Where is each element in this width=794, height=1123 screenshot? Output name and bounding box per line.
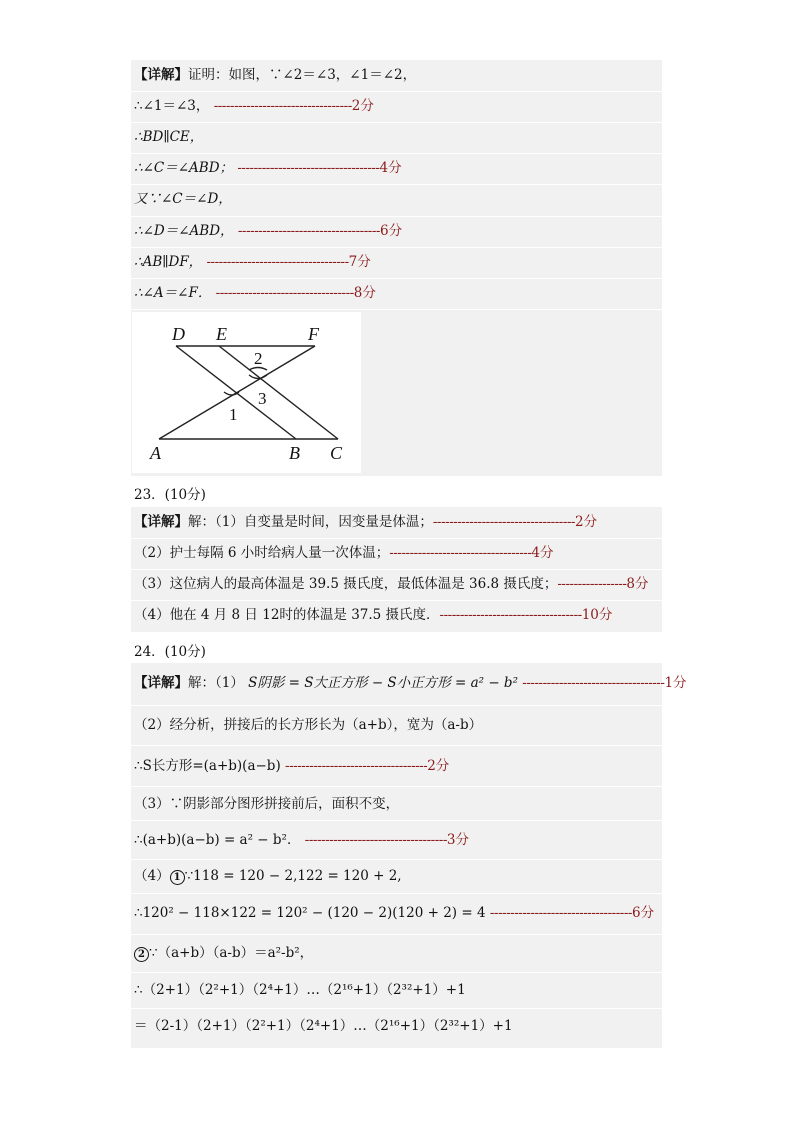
score-leader: ----------------------------------- <box>237 223 380 239</box>
q24-line-4 <box>134 789 399 820</box>
label-D: D <box>172 324 185 344</box>
line-text: 证明：如图，∵∠2＝∠3，∠1＝∠2， <box>188 67 417 83</box>
score-points: 2分 <box>351 98 374 114</box>
q24-line-8 <box>134 938 313 969</box>
score-points: 4分 <box>531 545 554 561</box>
line-text: （4）他在 4 月 8 日 12时的体温是 37.5 摄氏度． <box>134 607 440 623</box>
divider <box>131 859 662 860</box>
line-text: 解：（1） <box>188 675 244 691</box>
q24-heading: 24．(10分) <box>134 644 206 660</box>
q22-line-4 <box>134 153 402 184</box>
formula-calculation: ∴120² − 118×122 = 120² − (120 − 2)(120 + 2) = 4 <box>134 905 486 921</box>
q23-line-3 <box>134 569 649 600</box>
score-points: 8分 <box>626 576 649 592</box>
divider <box>131 893 662 894</box>
q23-line-4 <box>134 600 612 631</box>
score-leader: ----------------------------------- <box>285 758 428 774</box>
score-points: 6分 <box>631 905 655 921</box>
q23-line-1 <box>134 507 597 538</box>
label-F: F <box>308 324 319 344</box>
formula-product-expression: ∴（2+1）（2²+1）（2⁴+1）…（2¹⁶+1）（2³²+1）+1 <box>134 982 466 998</box>
q22-line-6 <box>134 216 402 247</box>
geometry-figure <box>132 312 361 473</box>
circled-number-1: 1 <box>170 870 185 885</box>
q22-line-5 <box>134 184 232 215</box>
q22-line-7 <box>134 247 371 278</box>
q24-line-10 <box>134 1011 513 1042</box>
score-leader: ---------------------------------- <box>215 285 354 301</box>
q24-line-3 <box>134 751 449 782</box>
q22-line-3 <box>134 122 203 153</box>
divider <box>131 745 662 746</box>
score-points: 6分 <box>379 223 403 239</box>
line-text: ∴BD∥CE， <box>134 129 204 145</box>
line-text: （3）这位病人的最高体温是 39.5 摄氏度，最低体温是 36.8 摄氏度； <box>134 576 558 592</box>
score-leader: ----------------------------------- <box>522 675 665 691</box>
line-text: ∴∠D＝∠ABD， <box>134 223 234 239</box>
formula-rectangle-area: ∴S长方形=(a+b)(a−b) <box>134 758 281 774</box>
q24-line-7 <box>134 898 654 929</box>
line-text: （3）∵阴影部分图形拼接前后，面积不变， <box>134 796 400 812</box>
divider <box>131 820 662 821</box>
score-leader: ----------------------------------- <box>304 832 447 848</box>
score-points: 2分 <box>427 758 450 774</box>
detail-label: 【详解】 <box>134 514 188 530</box>
score-leader: ----------------- <box>557 576 627 592</box>
q24-line-2 <box>134 710 482 741</box>
line-text: ∴∠1＝∠3， <box>134 98 210 114</box>
divider <box>131 122 662 123</box>
divider <box>131 934 662 935</box>
q24-line-1 <box>134 668 687 699</box>
formula-area-difference: S阴影 = S大正方形 − S小正方形 = a² − b² <box>248 675 518 691</box>
line-text: ∴AB∥DF， <box>134 254 203 270</box>
line-text: （4） <box>134 868 170 884</box>
score-points: 7分 <box>348 254 371 270</box>
label-2: 2 <box>254 349 263 368</box>
q22-line-8 <box>134 278 376 309</box>
formula-product-rewrite: ＝（2-1）（2+1）（2²+1）（2⁴+1）…（2¹⁶+1）（2³²+1）+1 <box>134 1018 513 1034</box>
q23-heading: 23．(10分) <box>134 487 206 503</box>
q22-line-2 <box>134 91 374 122</box>
q24-line-6 <box>134 861 402 892</box>
score-leader: ----------------------------------- <box>439 607 582 623</box>
line-text: （2）护士每隔 6 小时给病人量一次体温； <box>134 545 390 561</box>
score-leader: ----------------------------------- <box>489 905 632 921</box>
score-leader: ----------------------------------- <box>237 160 380 176</box>
score-points: 3分 <box>446 832 470 848</box>
line-text: 又∵∠C＝∠D， <box>134 191 232 207</box>
score-points: 1分 <box>664 675 687 691</box>
divider <box>131 705 662 706</box>
line-text: ∴∠A＝∠F． <box>134 285 212 301</box>
divider <box>131 786 662 787</box>
formula-difference-of-squares: ∴(a+b)(a−b) = a² − b²． <box>134 832 301 848</box>
q23-line-2 <box>134 538 554 569</box>
score-leader: ----------------------------------- <box>389 545 532 561</box>
line-text: ∴∠C＝∠ABD； <box>134 160 234 176</box>
score-points: 2分 <box>575 514 598 530</box>
score-leader: ----------------------------------- <box>432 514 575 530</box>
formula-decomposition: ∵118 = 120 − 2,122 = 120 + 2, <box>184 868 402 884</box>
score-points: 10分 <box>581 607 613 623</box>
label-A: A <box>150 443 161 463</box>
label-C: C <box>330 443 343 463</box>
score-points: 8分 <box>353 285 376 301</box>
label-E: E <box>216 324 227 344</box>
divider <box>131 309 662 310</box>
detail-label: 【详解】 <box>134 675 188 691</box>
divider <box>131 1008 662 1009</box>
q22-line-1 <box>134 60 416 91</box>
line-text: （2）经分析，拼接后的长方形长为（a+b），宽为（a-b） <box>134 717 483 733</box>
line-text: 解：（1）自变量是时间，因变量是体温； <box>188 514 433 530</box>
q24-line-9 <box>134 975 466 1006</box>
geometry-diagram <box>132 312 361 473</box>
score-leader: ----------------------------------- <box>206 254 349 270</box>
score-points: 4分 <box>379 160 402 176</box>
detail-label: 【详解】 <box>134 67 188 83</box>
score-leader: ---------------------------------- <box>213 98 352 114</box>
q24-line-5 <box>134 825 469 856</box>
label-B: B <box>289 443 300 463</box>
formula-identity: ∵（a+b）（a-b）＝a²-b²， <box>149 945 314 961</box>
label-3: 3 <box>258 389 267 408</box>
circled-number-2: 2 <box>134 947 149 962</box>
divider <box>131 972 662 973</box>
label-1: 1 <box>229 405 238 424</box>
